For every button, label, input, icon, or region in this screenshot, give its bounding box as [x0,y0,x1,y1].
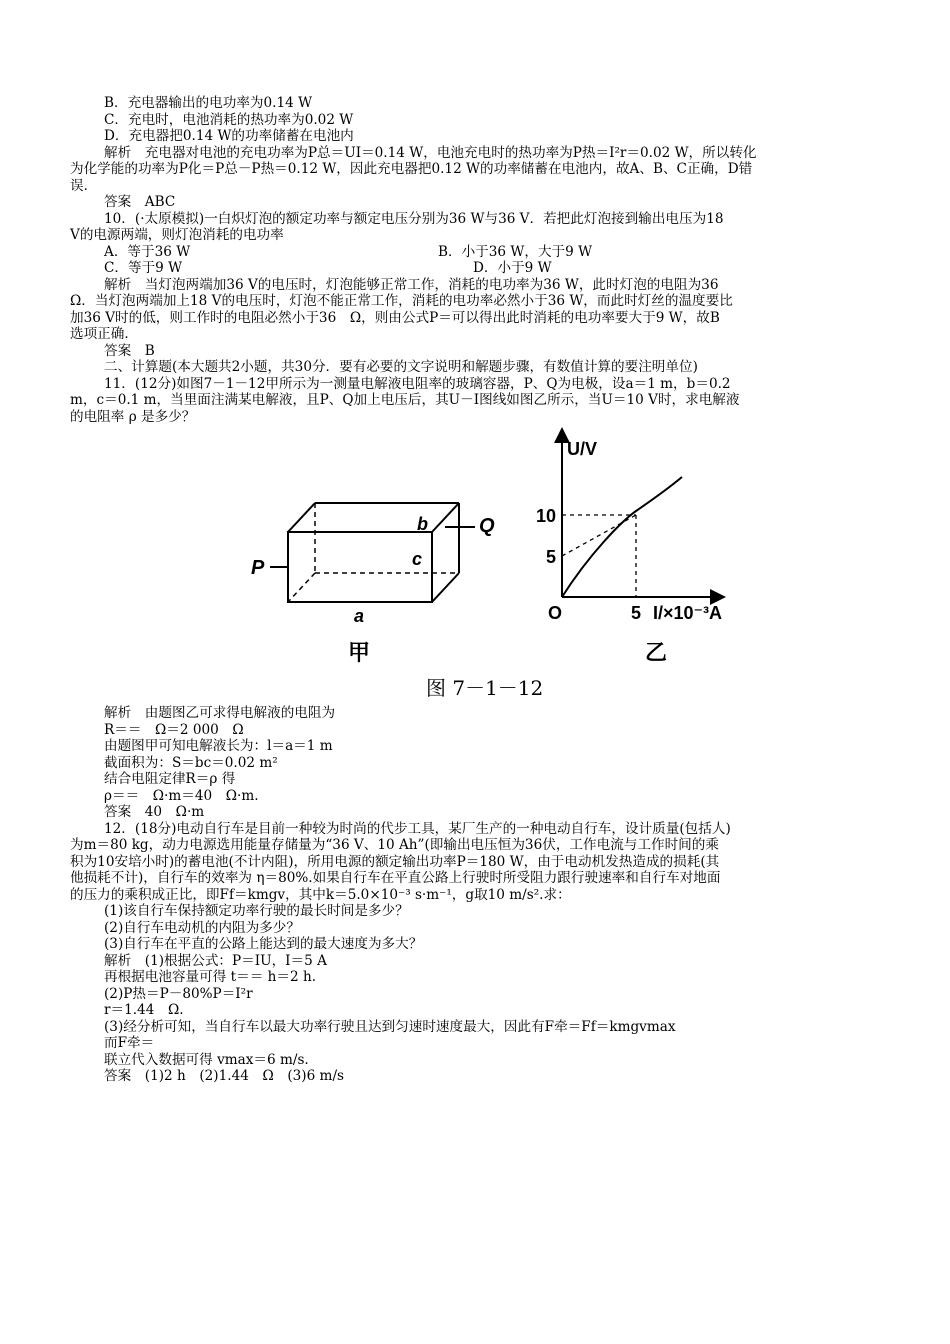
q12-analysis-7: 联立代入数据可得 vmax＝6 m/s. [104,1051,309,1068]
q9-answer: 答案 ABC [104,194,176,210]
q11-analysis-3: 由题图甲可知电解液长为：l＝a＝1 m [104,738,333,754]
q10-stem-2: V的电源两端，则灯泡消耗的电功率 [70,227,284,243]
q11-stem-1: 11．(12分)如图7－1－12甲所示为一测量电解液电阻率的玻璃容器，P、Q为电极，设a＝1 m，b＝0.2 [104,375,731,392]
q12-question-3: (3)自行车在平直的公路上能达到的最大速度为多大？ [104,936,423,952]
q10-analysis-line-2: Ω．当灯泡两端加上18 V的电压时，灯泡不能正常工作，消耗的电功率必然小于36 W，而此时灯丝的温度要比 [70,293,733,309]
q10-analysis-line-1: 解析 当灯泡两端加36 V的电压时，灯泡能够正常工作，消耗的电功率为36 W，此时灯泡的电阻为36 [104,276,719,293]
section-heading: 二、计算题(本大题共2小题，共30分．要有必要的文字说明和解题步骤，有数值计算的要注明单位) [104,359,698,375]
q12-analysis-3: (2)P热＝P－80%P＝I²r [104,985,253,1002]
q9-analysis-line-1: 解析 充电器对电池的充电功率为P总＝UI＝0.14 W，电池充电时的热功率为P热＝I²r＝0.02 W，所以转化 [104,144,757,161]
q10-option-d: D．小于9 W [473,260,552,276]
x-tick-5: 5 [631,603,642,623]
label-a: a [354,606,365,626]
y-tick-10: 10 [536,506,557,526]
q12-analysis-5: (3)经分析可知，当自行车以最大功率行驶且达到匀速时速度最大，因此有F牵＝Ff＝kmgvmax [104,1018,676,1035]
ui-graph [562,435,718,597]
q9-analysis-line-3: 误． [70,177,98,194]
q11-analysis-5: 结合电阻定律R＝ρ 得 [104,771,236,787]
q12-stem-3: 积为10安培小时)的蓄电池(不计内阻)，所用电源的额定输出功率P＝180 W，由于电动机发热造成的损耗(其 [70,853,720,870]
caption-jia: 甲 [348,640,371,665]
q10-option-c: C．等于9 W [104,260,183,276]
q12-question-2: (2)自行车电动机的内阻为多少？ [104,919,300,936]
q12-question-1: (1)该自行车保持额定功率行驶的最长时间是多少？ [104,903,409,919]
label-q: Q [479,515,495,537]
q12-stem-2: 为m＝80 kg，动力电源选用能量存储量为“36 V、10 Ah”(即输出电压恒为36伏，工作电流与工作时间的乘 [70,837,719,853]
q10-analysis-line-4: 选项正确． [70,326,138,342]
figure-drawing [70,425,885,675]
label-c: c [412,549,423,569]
label-p: P [251,557,265,579]
q9-analysis-line-2: 为化学能的功率为P化＝P总－P热＝0.12 W，因此充电器把0.12 W的功率储蓄在电池内，故A、B、C正确，D错 [70,161,753,177]
q10-options-row-2 [70,260,885,277]
q12-analysis-6: 而F牵＝ [104,1035,155,1051]
q11-analysis-2: R＝＝ Ω＝2 000 Ω [104,721,244,738]
q11-analysis-1: 解析 由题图乙可求得电解液的电阻为 [104,705,336,721]
option-b: B．充电器输出的电功率为0.14 W [104,95,313,111]
q10-option-b: B．小于36 W，大于9 W [438,243,593,260]
document-page [70,95,885,1085]
caption-yi: 乙 [645,640,668,665]
q11-answer: 答案 40 Ω·m [104,804,205,820]
x-axis-label: I/×10⁻³A [653,603,723,623]
q11-analysis-4: 截面积为：S＝bc＝0.02 m² [104,754,278,771]
q11-stem-3: 的电阻率 ρ 是多少？ [70,408,196,425]
q10-analysis-line-3: 加36 V时的低，则工作时的电阻必然小于36 Ω，则由公式P＝可以得出此时消耗的电功率要大于9 W，故B [70,309,720,326]
q10-answer: 答案 B [104,342,155,359]
figure-caption: 图 7－1－12 [426,676,544,700]
q12-analysis-4: r＝1.44 Ω. [104,1002,184,1018]
q11-stem-2: m，c＝0.1 m，当里面注满某电解液，且P、Q加上电压后，其U－I图线如图乙所示，当U＝10 V时，求电解液 [70,392,740,408]
option-c: C．充电时，电池消耗的热功率为0.02 W [104,111,354,128]
y-tick-5: 5 [546,547,557,567]
q12-answer: 答案 (1)2 h (2)1.44 Ω (3)6 m/s [104,1068,345,1084]
q10-stem-1: 10．(·太原模拟)一白炽灯泡的额定功率与额定电压分别为36 W与36 V．若把此灯泡接到输出电压为18 [104,210,724,227]
label-b: b [417,514,428,534]
ui-curve [562,477,682,597]
y-axis-label: U/V [567,439,598,459]
glass-container [270,503,475,602]
q12-stem-1: 12．(18分)电动自行车是目前一种较为时尚的代步工具，某厂生产的一种电动自行车，设计质量(包括人) [104,820,731,837]
q12-stem-4: 他损耗不计)，自行车的效率为 η＝80%.如果自行车在平直公路上行驶时所受阻力跟行驶速率和自行车对地面 [70,870,721,886]
q10-option-a: A．等于36 W [104,243,191,260]
q12-analysis-1: 解析 (1)根据公式：P＝IU，I＝5 A [104,952,327,969]
option-d: D．充电器把0.14 W的功率储蓄在电池内 [104,128,354,144]
figure-7-1-12 [70,425,885,705]
q10-options-row-1 [70,244,885,261]
q11-analysis-6: ρ＝＝ Ω·m＝40 Ω·m. [104,787,259,804]
q12-stem-5: 的压力的乘积成正比，即Ff＝kmgv，其中k＝5.0×10⁻³ s·m⁻¹，g取10 m/s².求： [70,886,571,903]
origin-label: O [548,603,563,623]
q12-analysis-2: 再根据电池容量可得 t＝＝ h＝2 h. [104,969,317,985]
